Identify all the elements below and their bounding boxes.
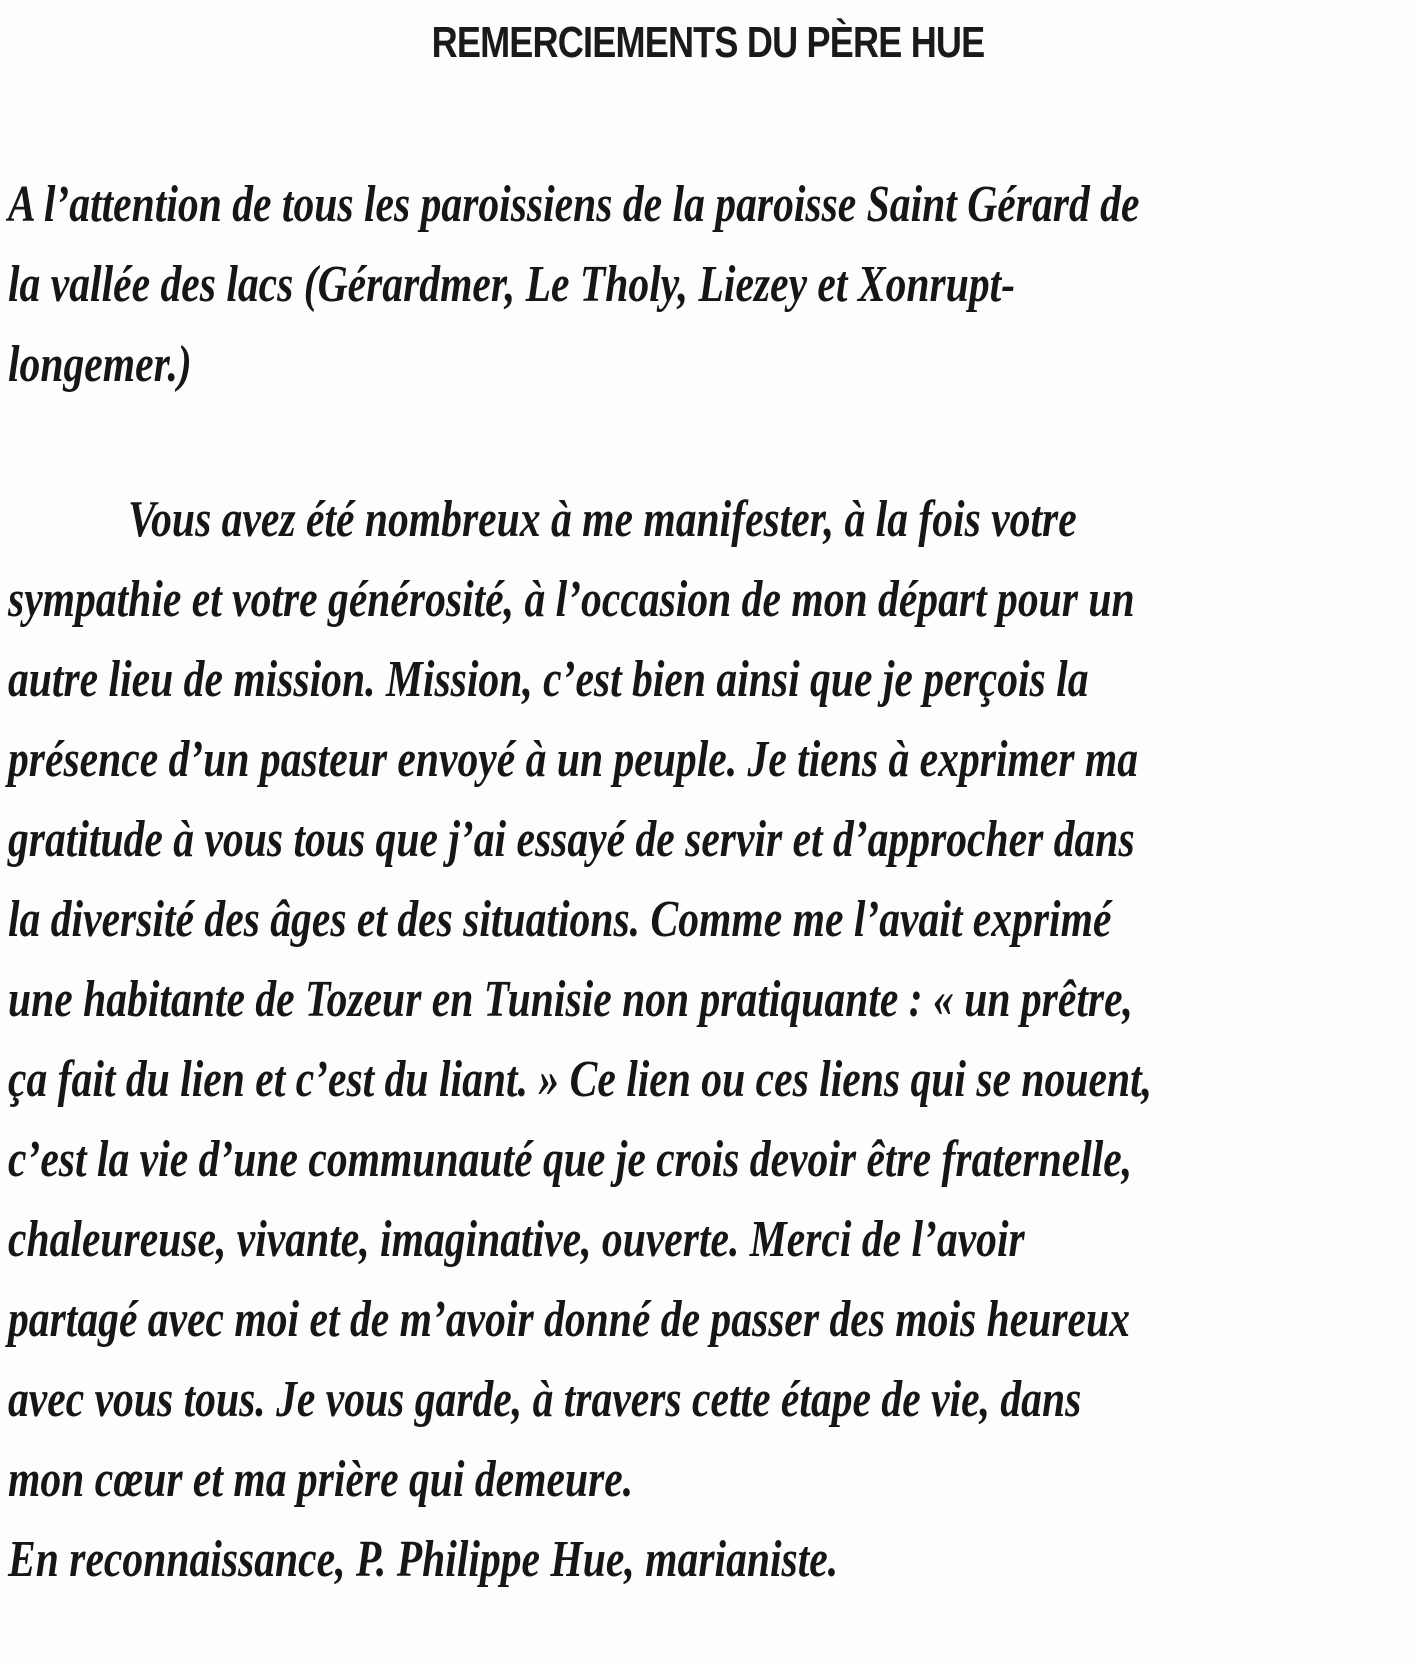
paragraph-line: sympathie et votre générosité, à l’occasion de mon départ pour un [8,571,1135,628]
paragraph-line: la diversité des âges et des situations. Comme me l’avait exprimé [8,891,1112,948]
attention-block [8,165,1328,405]
paragraph-line: autre lieu de mission. Mission, c’est bien ainsi que je perçois la [8,651,1089,708]
paragraph-line: présence d’un pasteur envoyé à un peuple. Je tiens à exprimer ma [8,731,1139,788]
paragraph-line: une habitante de Tozeur en Tunisie non pratiquante : « un prêtre, [8,971,1133,1028]
paragraph-line: avec vous tous. Je vous garde, à travers cette étape de vie, dans [8,1371,1082,1428]
paragraph-line: chaleureuse, vivante, imaginative, ouverte. Merci de l’avoir [8,1211,1025,1268]
paragraph-line: Vous avez été nombreux à me manifester, à la fois votre [128,491,1077,548]
document-title: REMERCIEMENTS DU PÈRE HUE [431,18,985,67]
paragraph-line: ça fait du lien et c’est du liant. » Ce lien ou ces liens qui se nouent, [8,1051,1153,1108]
signature: En reconnaissance, P. Philippe Hue, marianiste. [8,1531,839,1588]
main-paragraph [8,480,1328,1520]
attention-line: A l’attention de tous les paroissiens de la paroisse Saint Gérard de [8,176,1140,233]
paragraph-line: partagé avec moi et de m’avoir donné de passer des mois heureux [8,1291,1130,1348]
paragraph-line: mon cœur et ma prière qui demeure. [8,1451,634,1508]
paragraph-line: c’est la vie d’une communauté que je crois devoir être fraternelle, [8,1131,1133,1188]
paragraph-line: gratitude à vous tous que j’ai essayé de servir et d’approcher dans [8,811,1135,868]
attention-line: la vallée des lacs (Gérardmer, Le Tholy, Liezey et Xonrupt- [8,256,1016,313]
attention-line: longemer.) [8,336,192,393]
